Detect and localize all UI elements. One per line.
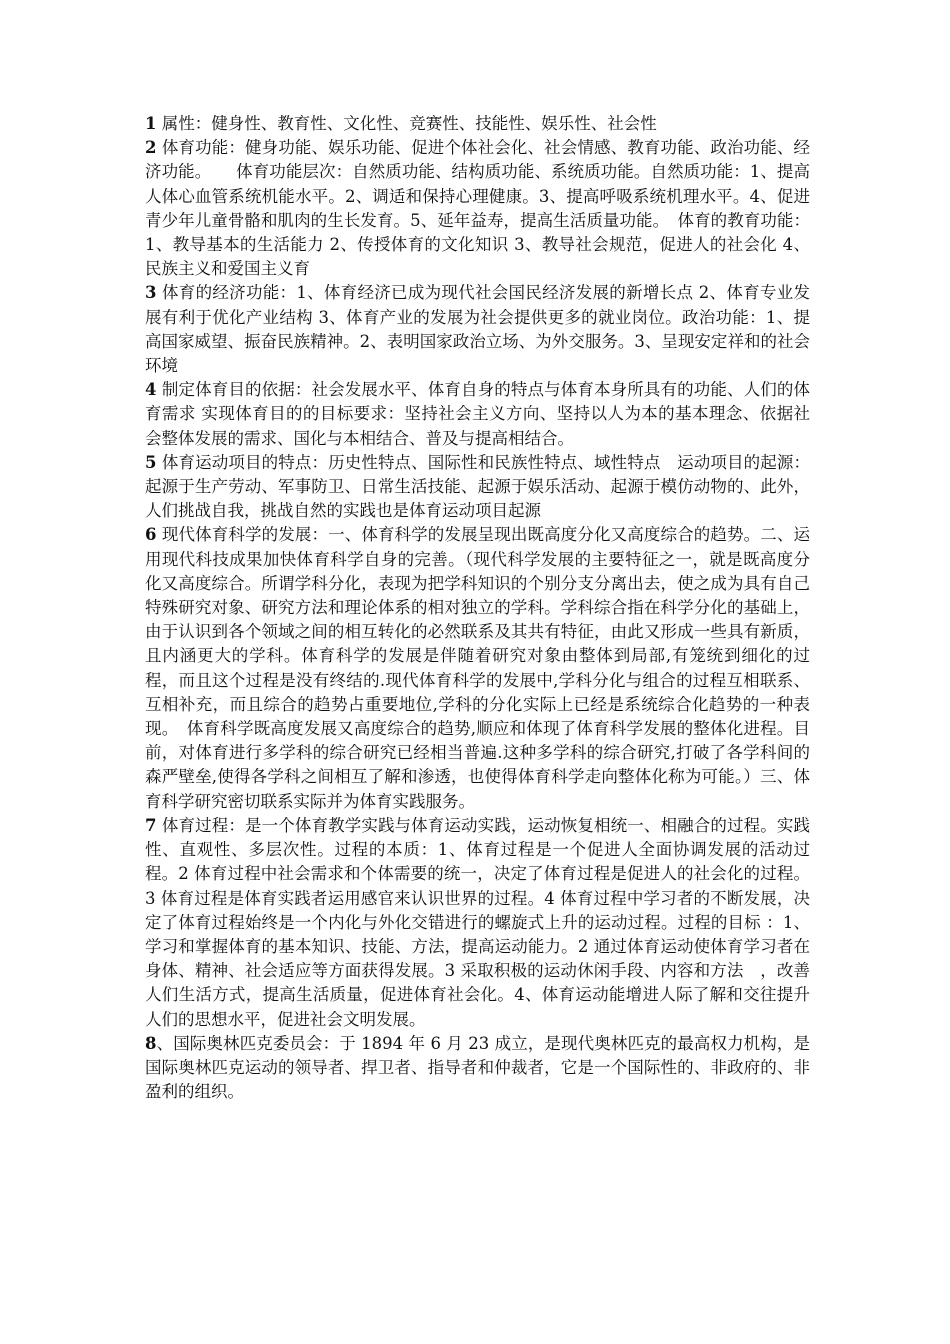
paragraph-3 (145, 281, 810, 378)
paragraph-8 (145, 1032, 810, 1105)
paragraph-text: 、国际奥林匹克委员会：于 1894 年 6 月 23 成立，是现代奥林匹克的最高权力机构，是国际奥林匹克运动的领导者、捍卫者、指导者和仲裁者，它是一个国际性的、非政府的、非盈利的组织。 (145, 1033, 810, 1102)
paragraph-6 (145, 523, 810, 813)
paragraph-7 (145, 814, 810, 1032)
paragraph-text: 体育的经济功能：1、体育经济已成为现代社会国民经济发展的新增长点 2、体育专业发展有利于优化产业结构 3、体育产业的发展为社会提供更多的就业岗位。政治功能：1、提高国家威望、振奋民族精神。2、表明国家政治立场、为外交服务。3、呈现安定祥和的社会环境 (145, 283, 810, 376)
paragraph-number: 4 (145, 380, 157, 400)
paragraph-number: 5 (145, 452, 157, 472)
paragraph-5 (145, 451, 810, 524)
paragraph-text: 制定体育目的依据：社会发展水平、体育自身的特点与体育本身所具有的功能、人们的体育需求 实现体育目的的目标要求：坚持社会主义方向、坚持以人为本的基本理念、依据社会整体发展的需求、国化与本相结合、普及与提高相结合。 (145, 380, 810, 448)
paragraph-number: 3 (145, 283, 157, 303)
paragraph-number: 2 (145, 138, 157, 158)
paragraph-text: 体育功能：健身功能、娱乐功能、促进个体社会化、社会情感、教育功能、政治功能、经济功能。 体育功能层次：自然质功能、结构质功能、系统质功能。自然质功能：1、提高人体心血管系统机能水平。2、调适和保持心理健康。3、提高呼吸系统机理水平。4、促进青少年儿童骨骼和肌肉的生长发育。5、延年益寿，提高生活质量功能。 体育的教育功能：1、教导基本的生活能力 2、传授体育的文化知识 3、教导社会规范，促进人的社会化 4、民族主义和爱国主义育 (145, 138, 810, 279)
paragraph-number: 1 (145, 114, 157, 133)
paragraph-4 (145, 378, 810, 451)
paragraph-text: 现代体育科学的发展：一、体育科学的发展呈现出既高度分化又高度综合的趋势。二、运用现代科技成果加快体育科学自身的完善。（现代科学发展的主要特征之一，就是既高度分化又高度综合。所谓学科分化，表现为把学科知识的个别分支分离出去，使之成为具有自己特殊研究对象、研究方法和理论体系的相对独立的学科。学科综合指在科学分化的基础上，由于认识到各个领域之间的相互转化的必然联系及其共有特征，由此又形成一些具有新质，且内涵更大的学科。体育科学的发展是伴随着研究对象由整体到局部,有笼统到细化的过程，而且这个过程是没有终结的.现代体育科学的发展中,学科分化与组合的过程互相联系、互相补充，而且综合的趋势占重要地位,学科的分化实际上已经是系统综合化趋势的一种表现。 体育科学既高度发展又高度综合的趋势,顺应和体现了体育科学发展的整体化进程。目前，对体育进行多学科的综合研究已经相当普遍.这种多学科的综合研究,打破了各学科间的森严壁垒,使得各学科之间相互了解和渗透，也使得体育科学走向整体化称为可能。）三、体育科学研究密切联系实际并为体育实践服务。 (145, 525, 810, 811)
paragraph-number: 7 (145, 815, 157, 835)
paragraph-text: 体育过程：是一个体育教学实践与体育运动实践，运动恢复相统一、相融合的过程。实践性、直观性、多层次性。过程的本质：1、体育过程是一个促进人全面协调发展的活动过程。2 体育过程中社会需求和个体需要的统一，决定了体育过程是促进人的社会化的过程。3 体育过程是体育实践者运用感官来认识世界的过程。4 体育过程中学习者的不断发展，决定了体育过程始终是一个内化与外化交错进行的螺旋式上升的运动过程。过程的目标 ：1、学习和掌握体育的基本知识、技能、方法，提高运动能力。2 通过体育运动使体育学习者在身体、精神、社会适应等方面获得发展。3 采取积极的运动休闲手段、内容和方法 ，改善人们生活方式，提高生活质量，促进体育社会化。4、体育运动能增进人际了解和交往提升人们的思想水平，促进社会文明发展。 (145, 815, 810, 1029)
paragraph-text: 体育运动项目的特点：历史性特点、国际性和民族性特点、域性特点 运动项目的起源：起源于生产劳动、军事防卫、日常生活技能、起源于娱乐活动、起源于模仿动物的、此外，人们挑战自我，挑战自然的实践也是体育运动项目起源 (145, 452, 810, 521)
paragraph-2 (145, 136, 810, 281)
paragraph-number: 6 (145, 525, 157, 545)
paragraph-text: 属性：健身性、教育性、文化性、竞赛性、技能性、娱乐性、社会性 (156, 114, 657, 133)
paragraph-number: 8 (145, 1033, 157, 1053)
document-body (145, 112, 810, 1104)
paragraph-1 (145, 112, 810, 136)
